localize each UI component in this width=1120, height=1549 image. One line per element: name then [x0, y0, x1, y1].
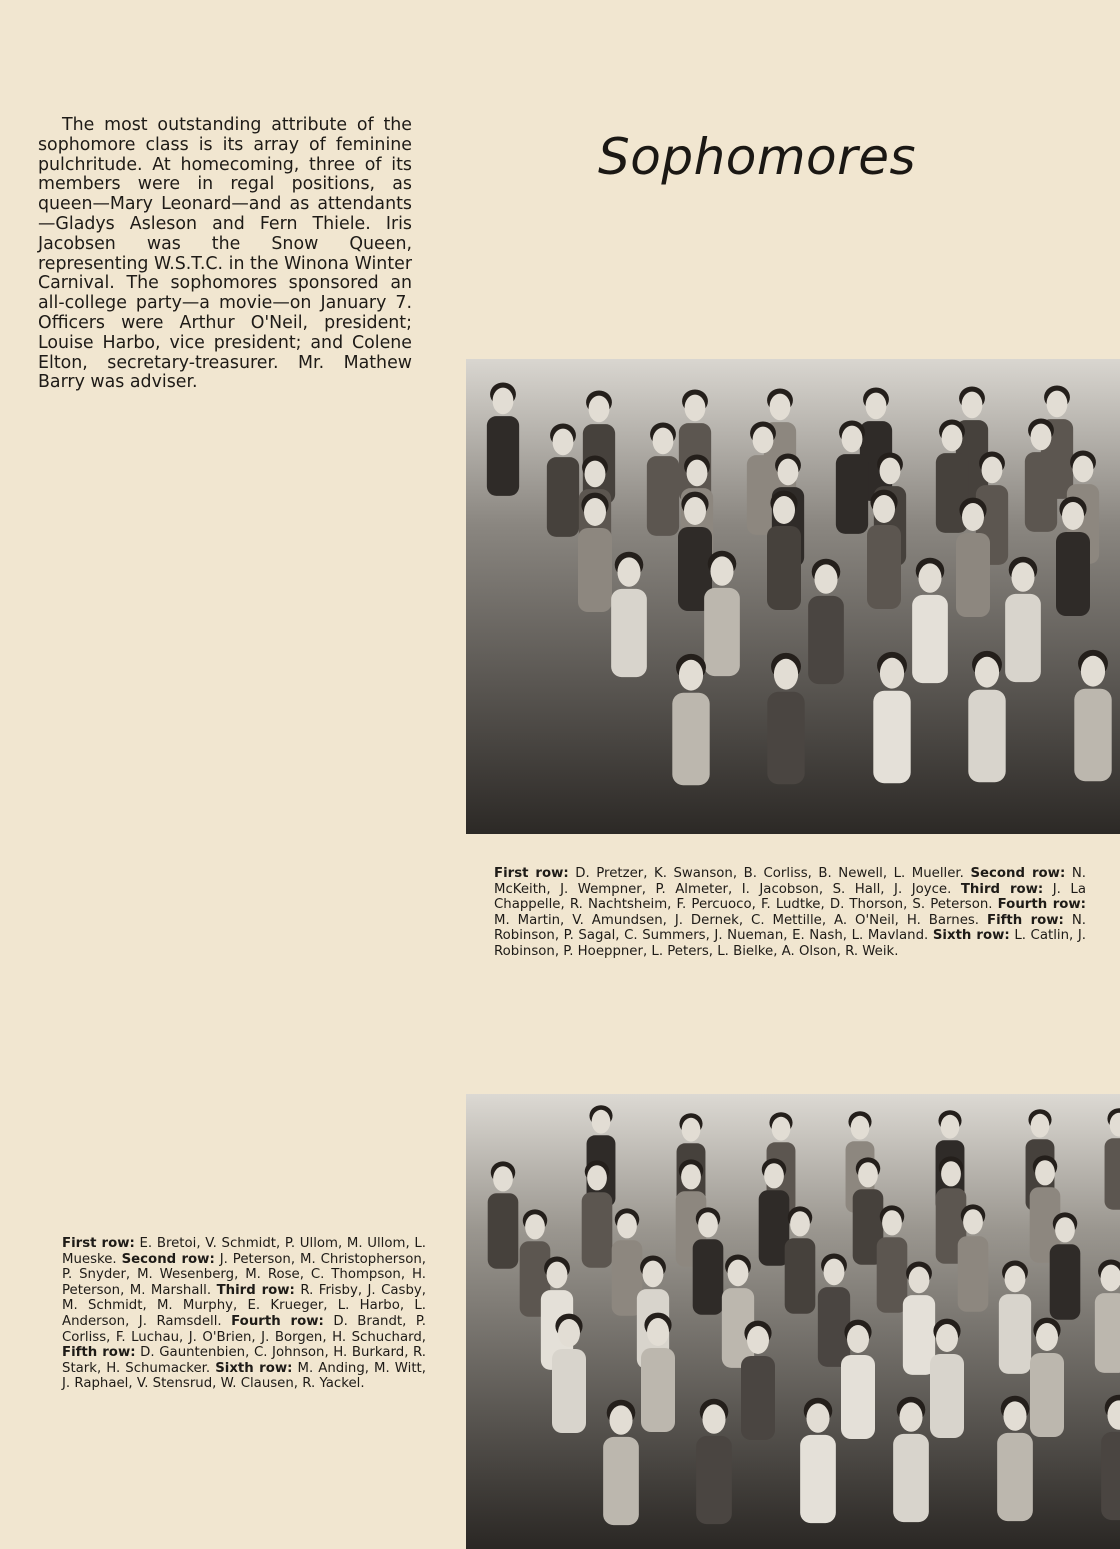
figure-face	[778, 459, 799, 486]
figure-face	[584, 498, 606, 526]
figure-body	[999, 1294, 1031, 1374]
figure-face	[941, 1115, 960, 1139]
figure-face	[558, 1319, 580, 1347]
figure-face	[772, 1117, 791, 1141]
row-names: E. Bretoi, V. Schmidt, P. Ullom, M. Ullom, L. Mueske.	[62, 1236, 426, 1267]
row-label: Fourth row:	[231, 1313, 324, 1329]
figure-face	[842, 426, 863, 453]
intro-text: The most outstanding attribute of the sophomore class is its array of feminine pulchritude. At homecoming, three of its members were in regal positions, as queen—Mary Leonard—and as attendants—Gladys Asleson and Fern Thiele. Iris Jacobsen was the Snow Queen, representing W.S.T.C. in the Winona Winter Carnival. The sophomores sponsored an all-college party—a movie—on January 7. Officers were Arthur O'Neil, president; Louise Harbo, vice president; and Colene Elton, secretary-treasurer. Mr. Mathew Barry was adviser.	[38, 115, 412, 393]
figure-face	[617, 557, 640, 586]
figure-face	[1036, 1323, 1058, 1351]
row-names: D. Brandt, P. Corliss, F. Luchau, J. O'Brien, J. Borgen, H. Schuchard,	[62, 1313, 426, 1345]
figure-face	[553, 429, 574, 456]
figure-face	[525, 1214, 545, 1239]
row-names: D. Gauntenbien, C. Johnson, H. Burkard, R. Stark, H. Schumacker.	[62, 1345, 427, 1376]
figure-body	[487, 416, 519, 496]
class-photo-1-image	[466, 359, 1120, 834]
figure-face	[698, 1212, 718, 1237]
figure-face	[1081, 656, 1105, 687]
row-label: Fifth row:	[62, 1345, 136, 1361]
figure-body	[930, 1354, 964, 1438]
figure-body	[767, 526, 801, 610]
figure-face	[1035, 1160, 1055, 1185]
figure-face	[909, 1267, 930, 1294]
figure-face	[880, 658, 904, 689]
figure-body	[647, 456, 679, 536]
figure-face	[962, 392, 983, 419]
figure-face	[493, 388, 514, 415]
figure-face	[806, 1403, 829, 1432]
figure-body	[488, 1193, 519, 1269]
figure-body	[767, 692, 804, 784]
figure-face	[617, 1213, 637, 1238]
row-names: L. Catlin, J. Robinson, P. Hoeppner, L. Peters, L. Bielke, A. Olson, R. Weik.	[494, 928, 1086, 959]
figure-face	[1062, 502, 1084, 530]
figure-face	[851, 1116, 870, 1140]
figure-body	[704, 588, 740, 676]
row-label: Sixth row:	[215, 1360, 293, 1376]
figure-body	[1074, 689, 1111, 781]
figure-face	[774, 659, 798, 690]
figure-face	[684, 497, 706, 525]
figure-body	[1050, 1244, 1081, 1320]
intro-paragraph	[38, 116, 412, 393]
figure-face	[814, 564, 837, 593]
figure-body	[1101, 1432, 1120, 1520]
row-names: N. Robinson, P. Sagal, C. Summers, J. Nueman, E. Nash, L. Mavland.	[494, 912, 1087, 944]
figure-face	[770, 394, 791, 421]
figure-body	[582, 1192, 613, 1268]
figure-body	[893, 1434, 929, 1522]
figure-face	[975, 657, 999, 688]
figure-face	[899, 1402, 922, 1431]
figure-face	[790, 1211, 810, 1236]
figure-body	[611, 589, 647, 677]
figure-face	[702, 1404, 725, 1433]
figure-body	[836, 454, 868, 534]
row-label: First row:	[62, 1236, 135, 1251]
figure-face	[685, 395, 706, 422]
figure-face	[1003, 1401, 1026, 1430]
figure-face	[647, 1318, 669, 1346]
figure-face	[682, 1118, 701, 1142]
figure-body	[808, 596, 844, 684]
figure-body	[867, 525, 901, 609]
figure-face	[687, 460, 708, 487]
figure-face	[866, 393, 887, 420]
figure-body	[693, 1239, 724, 1315]
figure-face	[882, 1210, 902, 1235]
page-title: Sophomores	[598, 128, 917, 186]
figure-body	[1030, 1353, 1064, 1437]
figure-face	[918, 563, 941, 592]
figure-face	[1005, 1266, 1026, 1293]
figure-face	[1073, 456, 1094, 483]
figure-body	[877, 1237, 908, 1313]
row-names: D. Pretzer, K. Swanson, B. Corliss, B. Newell, L. Mueller.	[575, 866, 964, 881]
figure-face	[681, 1164, 701, 1189]
figure-face	[589, 396, 610, 423]
figure-face	[547, 1262, 568, 1289]
figure-body	[968, 690, 1005, 782]
figure-face	[764, 1163, 784, 1188]
row-names: J. Peterson, M. Christopherson, P. Snyder, M. Wesenberg, M. Rose, C. Thompson, H. Peterson, M. Marshall.	[62, 1251, 426, 1298]
figure-body	[958, 1236, 989, 1312]
figure-body	[785, 1238, 816, 1314]
row-label: Third row:	[960, 881, 1044, 897]
figure-face	[1031, 1114, 1050, 1138]
figure-face	[962, 503, 984, 531]
figure-face	[493, 1166, 513, 1191]
class-photo-2	[466, 1094, 1120, 1549]
row-label: Fifth row:	[986, 912, 1064, 928]
figure-face	[880, 458, 901, 485]
figure-body	[741, 1356, 775, 1440]
figure-body	[818, 1287, 850, 1367]
figure-body	[800, 1435, 836, 1523]
figure-face	[679, 660, 703, 691]
photo-1-caption	[494, 866, 1086, 960]
figure-face	[847, 1325, 869, 1353]
figure-face	[873, 495, 895, 523]
figure-face	[1047, 391, 1068, 418]
figure-face	[1031, 424, 1052, 451]
row-names: M. Anding, M. Witt, J. Raphael, V. Stensrud, W. Clausen, R. Yackel.	[62, 1360, 426, 1392]
figure-face	[747, 1326, 769, 1354]
figure-body	[1005, 594, 1041, 682]
figure-face	[982, 457, 1003, 484]
figure-body	[1025, 452, 1057, 532]
figure-face	[1055, 1217, 1075, 1242]
figure-body	[841, 1355, 875, 1439]
row-label: Second row:	[970, 866, 1066, 881]
row-label: Fourth row:	[997, 897, 1086, 913]
figure-face	[1011, 562, 1034, 591]
row-names: J. La Chappelle, R. Nachtsheim, F. Percuoco, F. Ludtke, D. Thorson, S. Peterson.	[494, 881, 1086, 913]
figure-face	[941, 1161, 961, 1186]
class-photo-1	[466, 359, 1120, 834]
figure-face	[963, 1209, 983, 1234]
row-names: N. McKeith, J. Wempner, P. Almeter, I. Jacobson, S. Hall, J. Joyce.	[494, 866, 1086, 897]
figure-body	[547, 457, 579, 537]
row-label: Sixth row:	[932, 928, 1010, 944]
class-photo-2-image	[466, 1094, 1120, 1549]
figure-body	[578, 528, 612, 612]
figure-body	[696, 1436, 732, 1524]
figure-face	[710, 556, 733, 585]
figure-body	[641, 1348, 675, 1432]
caption-row	[494, 866, 964, 881]
figure-body	[956, 533, 990, 617]
figure-body	[873, 691, 910, 783]
figure-body	[997, 1433, 1033, 1521]
figure-face	[653, 428, 674, 455]
figure-face	[773, 496, 795, 524]
row-label: First row:	[494, 866, 569, 881]
figure-face	[753, 427, 774, 454]
row-names: R. Frisby, J. Casby, M. Schmidt, M. Murphy, E. Krueger, L. Harbo, L. Anderson, J. Ramsdell.	[62, 1282, 427, 1329]
row-label: Third row:	[216, 1282, 295, 1298]
row-label: Second row:	[121, 1251, 215, 1267]
figure-body	[1105, 1138, 1120, 1209]
row-names: M. Martin, V. Amundsen, J. Dernek, C. Mettille, A. O'Neil, H. Barnes.	[494, 912, 980, 928]
photo-2-caption	[62, 1236, 426, 1392]
figure-body	[603, 1437, 639, 1525]
figure-face	[585, 461, 606, 488]
figure-face	[942, 425, 963, 452]
figure-face	[592, 1110, 611, 1134]
figure-body	[1056, 532, 1090, 616]
figure-body	[552, 1349, 586, 1433]
figure-body	[912, 595, 948, 683]
figure-face	[728, 1260, 749, 1287]
figure-face	[858, 1162, 878, 1187]
figure-face	[643, 1261, 664, 1288]
figure-face	[936, 1324, 958, 1352]
figure-face	[609, 1405, 632, 1434]
figure-body	[1095, 1293, 1120, 1373]
figure-face	[587, 1165, 607, 1190]
figure-body	[672, 693, 709, 785]
figure-face	[824, 1259, 845, 1286]
